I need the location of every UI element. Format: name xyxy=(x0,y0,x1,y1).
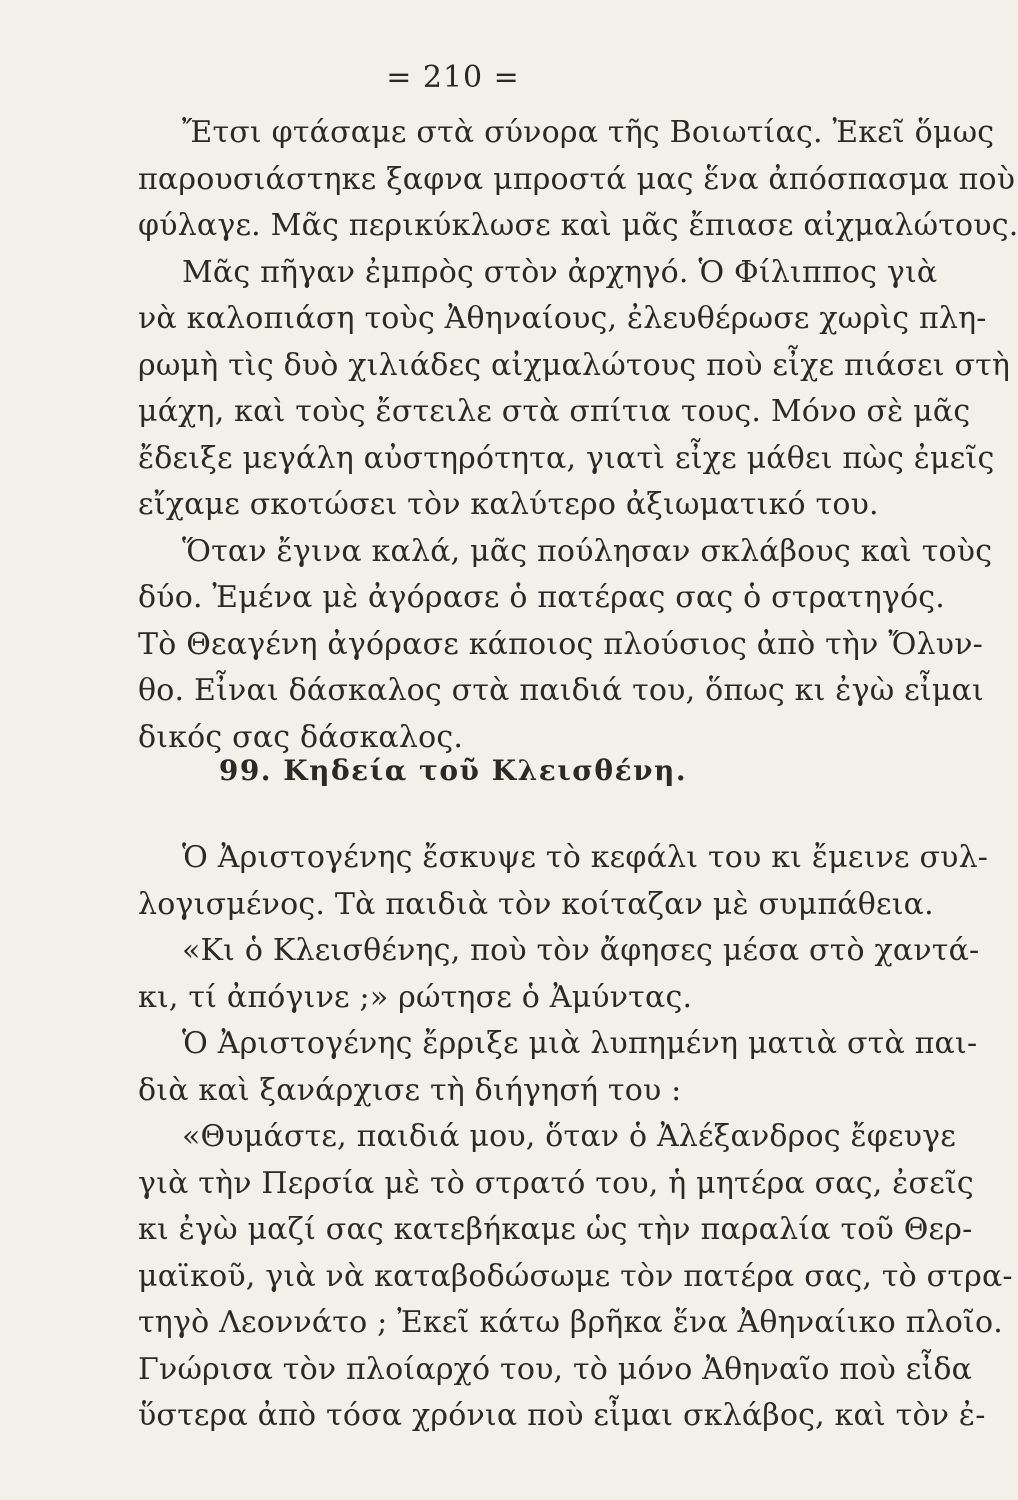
paragraph-block-1 xyxy=(138,110,1018,761)
text-line: παρουσιάστηκε ξαφνα μπροστά μας ἕνα ἀπόσπασμα ποὺ xyxy=(138,161,1016,197)
text-line: Ὅταν ἔγινα καλά, μᾶς πούλησαν σκλάβους καὶ τοὺς xyxy=(182,533,993,569)
section-heading: 99. Κηδεία τοῦ Κλεισθένη. xyxy=(218,754,688,787)
text-line: ἔδειξε μεγάλη αὐστηρότητα, γιατὶ εἶχε μάθει πὼς ἐμεῖς xyxy=(138,440,995,476)
text-line: δικός σας δάσκαλος. xyxy=(138,719,464,755)
text-line: εἴχαμε σκοτώσει τὸν καλύτερο ἀξιωματικό του. xyxy=(138,487,879,522)
text-line: τηγὸ Λεοννάτο ; Ἐκεῖ κάτω βρῆκα ἕνα Ἀθηναίικο πλοῖο. xyxy=(138,1305,1003,1340)
text-line: διὰ καὶ ξανάρχισε τὴ διήγησή του : xyxy=(138,1072,682,1108)
text-line: Ὁ Ἀριστογένης ἔσκυψε τὸ κεφάλι του κι ἔμεινε συλ- xyxy=(182,840,989,875)
text-line: «Κι ὁ Κλεισθένης, ποὺ τὸν ἄφησες μέσα στὸ χαντά- xyxy=(182,933,980,968)
text-line: δύο. Ἐμένα μὲ ἀγόρασε ὁ πατέρας σας ὁ στρατηγός. xyxy=(138,580,946,615)
text-line: θο. Εἶναι δάσκαλος στὰ παιδιά του, ὅπως κι ἐγὼ εἶμαι xyxy=(138,673,984,708)
text-line: «Θυμάστε, παιδιά μου, ὅταν ὁ Ἀλέξανδρος ἔφευγε xyxy=(182,1119,957,1154)
text-line: Ἔτσι φτάσαμε στὰ σύνορα τῆς Βοιωτίας. Ἐκεῖ ὅμως xyxy=(182,115,995,150)
text-line: φύλαγε. Μᾶς περικύκλωσε καὶ μᾶς ἔπιασε αἰχμαλώτους. xyxy=(138,208,1018,243)
text-line: κι, τί ἀπόγινε ;» ρώτησε ὁ Ἀμύντας. xyxy=(138,979,693,1015)
text-line: Τὸ Θεαγένη ἀγόρασε κάποιος πλούσιος ἀπὸ τὴν Ὄλυν- xyxy=(138,626,983,662)
text-line: κι ἐγὼ μαζί σας κατεβήκαμε ὡς τὴν παραλία τοῦ Θερ- xyxy=(138,1212,973,1247)
text-line: Μᾶς πῆγαν ἐμπρὸς στὸν ἀρχηγό. Ὁ Φίλιππος γιὰ xyxy=(182,254,938,290)
text-line: ρωμὴ τὶς δυὸ χιλιάδες αἰχμαλώτους ποὺ εἶχε πιάσει στὴ xyxy=(138,347,1011,383)
text-line: γιὰ τὴν Περσία μὲ τὸ στρατό του, ἡ μητέρα σας, ἐσεῖς xyxy=(138,1165,974,1201)
text-line: μάχη, καὶ τοὺς ἔστειλε στὰ σπίτια τους. Μόνο σὲ μᾶς xyxy=(138,394,971,429)
page-number: = 210 = xyxy=(386,60,520,95)
text-line: μαϊκοῦ, γιὰ νὰ καταβοδώσωμε τὸν πατέρα σας, τὸ στρα- xyxy=(138,1258,1013,1294)
text-line: νὰ καλοπιάση τοὺς Ἀθηναίους, ἐλευθέρωσε χωρὶς πλη- xyxy=(138,301,987,336)
paragraph-block-2 xyxy=(138,835,1013,1440)
text-line: λογισμένος. Τὰ παιδιὰ τὸν κοίταζαν μὲ συμπάθεια. xyxy=(138,886,934,922)
text-line: Γνώρισα τὸν πλοίαρχό του, τὸ μόνο Ἀθηναῖο ποὺ εἶδα xyxy=(138,1351,973,1387)
text-line: Ὁ Ἀριστογένης ἔρριξε μιὰ λυπημένη ματιὰ στὰ παι- xyxy=(182,1026,978,1061)
text-line: ὕστερα ἀπὸ τόσα χρόνια ποὺ εἶμαι σκλάβος, καὶ τὸν ἐ- xyxy=(138,1398,986,1433)
